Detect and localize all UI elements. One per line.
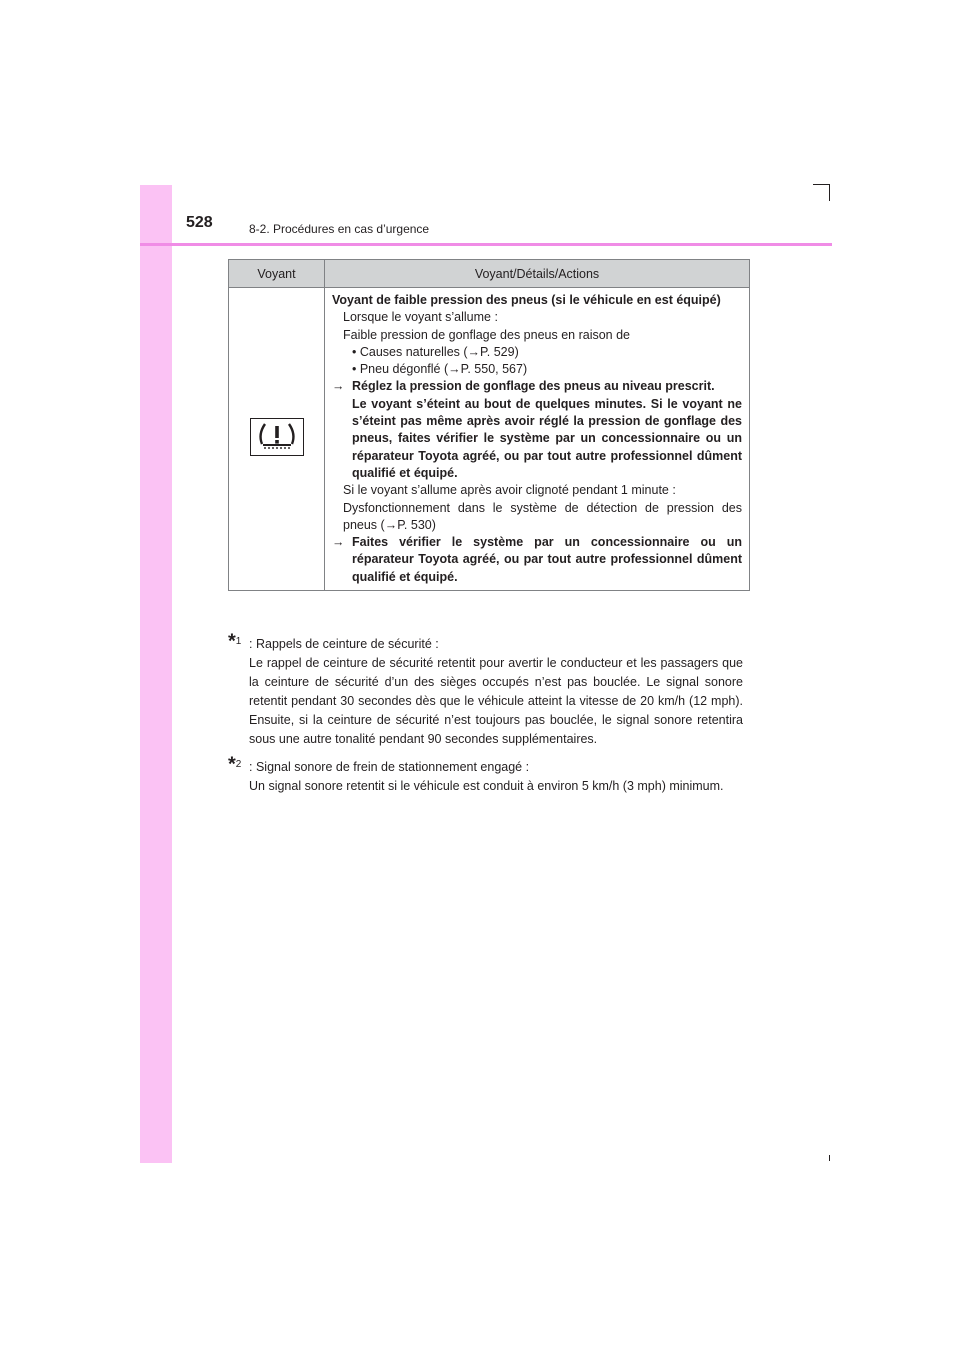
action-item — [332, 378, 742, 482]
arrow-icon: → — [332, 535, 345, 550]
cause-text: Dysfonctionnement dans le système de détection de pression des pneus (→P. 530) — [343, 500, 742, 532]
condition-text: Si le voyant s’allume après avoir clignoté pendant 1 minute : — [343, 483, 676, 498]
tire-pressure-warning-icon — [250, 418, 304, 456]
footnote — [228, 630, 743, 749]
table-header-row — [229, 260, 750, 288]
table-row — [229, 288, 750, 591]
crop-mark — [829, 184, 830, 201]
condition-text: Lorsque le voyant s’allume : — [343, 310, 498, 325]
footnote-marker: *$^1$ — [228, 630, 242, 653]
crop-mark — [829, 1155, 830, 1161]
arrow-icon: → — [332, 379, 345, 394]
footnote-marker: *$^2$ — [228, 753, 242, 776]
footnote-title: : Signal sonore de frein de stationnement engagé : — [249, 760, 530, 774]
warning-table — [228, 259, 750, 591]
section-title: 8-2. Procédures en cas d’urgence — [249, 222, 430, 236]
column-header: Voyant/Détails/Actions — [325, 260, 750, 288]
footnote-body: Le rappel de ceinture de sécurité retentit pour avertir le conducteur et les passagers que la ceinture de sécurité d’un des sièges occupés n’est pas bouclée. Le signal sonore retentit pendant 30 secondes dès que le véhicule atteint la vitesse de 20 km/h (12 mph). Ensuite, si la ceinture de sécurité n’est toujours pas bouclée, le signal sonore retentira sous une autre tonalité pendant 90 secondes supplémentaires. — [249, 656, 743, 746]
side-band — [140, 185, 172, 1163]
action-text: Faites vérifier le système par un concessionnaire ou un réparateur Toyota agréé, ou par tout autre professionnel dûment qualifié et équipé. — [352, 535, 742, 584]
page-number: 528 — [186, 214, 213, 231]
cause-intro: Faible pression de gonflage des pneus en raison de — [343, 327, 631, 342]
icon-cell — [229, 288, 325, 591]
footnote — [228, 753, 743, 796]
action-detail: Le voyant s’éteint au bout de quelques minutes. Si le voyant ne s’éteint pas même après avoir réglé la pression de gonflage des pneus, faites vérifier le système par un concessionnaire ou un réparateur Toyota agréé, ou par tout autre professionnel dûment qualifié et équipé. — [352, 396, 742, 480]
header-rule — [140, 243, 832, 246]
column-header: Voyant — [229, 260, 325, 288]
list-item: • Pneu dégonflé (→P. 550, 567) — [352, 362, 528, 377]
details-cell — [325, 288, 750, 591]
footnote-title: : Rappels de ceinture de sécurité : — [249, 637, 439, 651]
footnotes — [228, 630, 743, 805]
action-item — [332, 534, 742, 586]
list-item: • Causes naturelles (→P. 529) — [352, 344, 519, 359]
warning-title: Voyant de faible pression des pneus (si le véhicule en est équipé) — [332, 293, 721, 307]
action-text: Réglez la pression de gonflage des pneus au niveau prescrit. — [352, 379, 715, 394]
crop-mark — [813, 184, 830, 185]
footnote-body: Un signal sonore retentit si le véhicule est conduit à environ 5 km/h (3 mph) minimum. — [249, 779, 724, 793]
